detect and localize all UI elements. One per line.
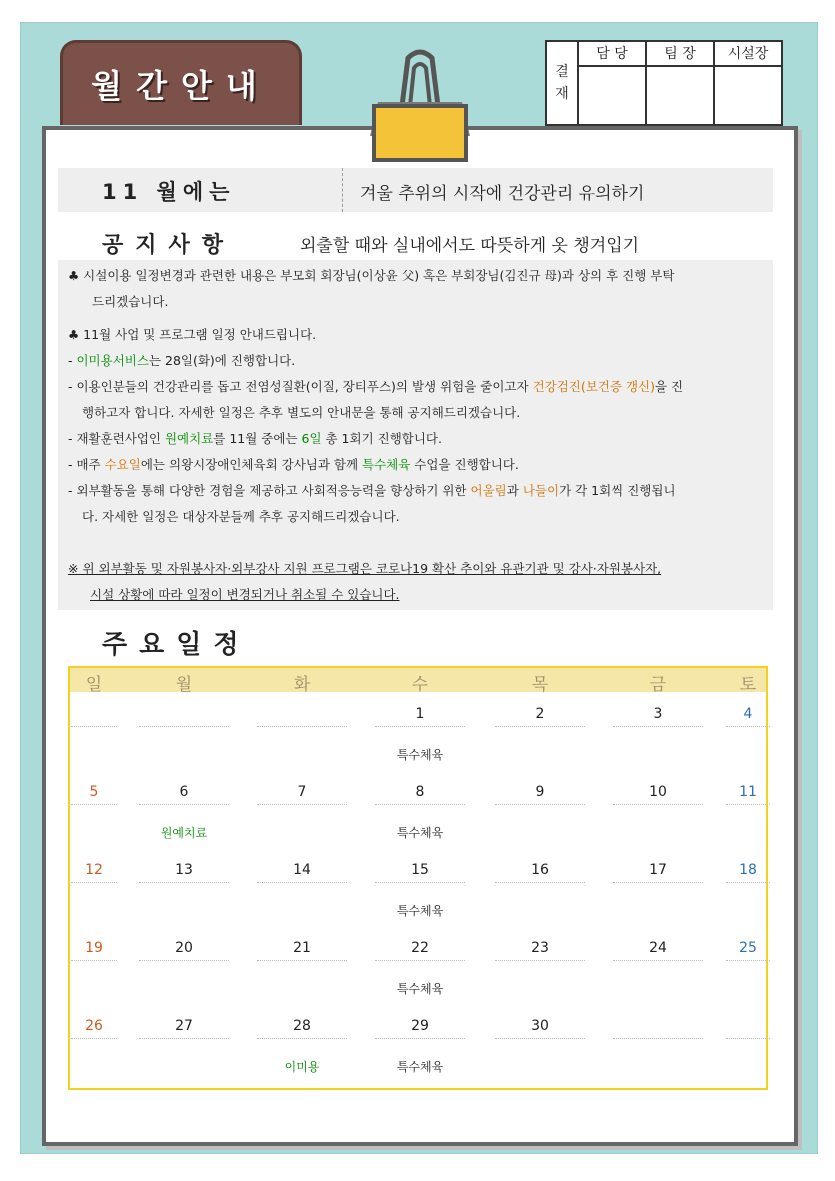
day-cell-line [495, 882, 585, 883]
day-cell-line [71, 1038, 117, 1039]
approval-col-staff: 담 당 [578, 41, 646, 66]
day-number[interactable]: 3 [653, 706, 663, 722]
day-number[interactable]: 22 [411, 940, 429, 956]
day-number[interactable]: 15 [411, 862, 429, 878]
day-number[interactable]: 23 [531, 940, 549, 956]
month-theme-text: 겨울 추위의 시작에 건강관리 유의하기 [360, 184, 645, 204]
notice-line: ♣ 시설이용 일정변경과 관련한 내용은 부모회 회장님(이상윤 父) 혹은 부회장님(김진규 母)과 상의 후 진행 부탁 [68, 268, 675, 283]
day-number[interactable]: 5 [89, 784, 99, 800]
program-outing: - 외부활동을 통해 다양한 경험을 제공하고 사회적응능력을 향상하기 위한 어울림과 나들이가 각 1회씩 진행됩니 [68, 483, 676, 498]
day-cell-line [375, 882, 465, 883]
day-number[interactable]: 27 [175, 1018, 193, 1034]
day-cell-line [375, 960, 465, 961]
day-cell-line [257, 882, 347, 883]
day-cell-line [257, 726, 347, 727]
day-cell-line [726, 960, 770, 961]
day-cell-line [139, 882, 229, 883]
day-number[interactable]: 9 [535, 784, 545, 800]
day-number[interactable]: 19 [85, 940, 103, 956]
weekday-4: 목 [531, 675, 549, 695]
weekday-0: 일 [85, 675, 103, 695]
day-number[interactable]: 24 [649, 940, 667, 956]
notice-heading-text: 외출할 때와 실내에서도 따뜻하게 옷 챙겨입기 [300, 236, 640, 256]
day-number[interactable]: 18 [739, 862, 757, 878]
day-cell-line [613, 960, 703, 961]
program-haircut: - 이미용서비스는 28일(화)에 진행합니다. [68, 353, 296, 368]
notice-item-2 [68, 322, 763, 348]
day-cell-line [613, 726, 703, 727]
day-cell-line [495, 726, 585, 727]
notice-item-1 [68, 263, 763, 315]
day-cell-line [139, 960, 229, 961]
notice-heading: 공지사항 [102, 233, 236, 258]
notice-panel [58, 260, 773, 610]
divider [342, 168, 343, 212]
day-cell-line [613, 882, 703, 883]
day-cell-line [495, 1038, 585, 1039]
weekday-5: 금 [649, 675, 667, 695]
day-cell-line [71, 960, 117, 961]
day-number[interactable]: 6 [179, 784, 189, 800]
day-cell-line [71, 804, 117, 805]
notice-line: 행하고자 합니다. 자세한 일정은 추후 별도의 안내문을 통해 공지해드리겠습니다. [82, 405, 521, 420]
day-number[interactable]: 11 [739, 784, 757, 800]
warning-line: 시설 상황에 따라 일정이 변경되거나 취소될 수 있습니다. [90, 587, 400, 602]
day-number[interactable]: 10 [649, 784, 667, 800]
day-cell-line [495, 960, 585, 961]
day-cell-line [257, 1038, 347, 1039]
day-cell-line [726, 882, 770, 883]
approval-sign-director[interactable] [714, 66, 782, 125]
event-label[interactable]: 이미용 [284, 1060, 320, 1074]
notice-line: 다. 자세한 일정은 대상자분들께 추후 공지해드리겠습니다. [82, 509, 400, 524]
notice-line: ♣ 11월 사업 및 프로그램 일정 안내드립니다. [68, 327, 317, 342]
weekday-6: 토 [739, 675, 757, 695]
day-number[interactable]: 30 [531, 1018, 549, 1034]
day-number[interactable]: 16 [531, 862, 549, 878]
day-cell-line [726, 1038, 770, 1039]
warning-line: ※ 위 외부활동 및 자원봉사자·외부강사 지원 프로그램은 코로나19 확산 추이와 유관기관 및 강사·자원봉사자, [68, 561, 662, 576]
weekday-2: 화 [293, 675, 311, 695]
title-tab [60, 40, 302, 125]
day-number[interactable]: 29 [411, 1018, 429, 1034]
program-list [68, 348, 763, 530]
day-number[interactable]: 8 [415, 784, 425, 800]
approval-col-team-lead: 팀 장 [646, 41, 714, 66]
month-theme-band [58, 168, 773, 212]
day-number[interactable]: 26 [85, 1018, 103, 1034]
day-cell-line [257, 960, 347, 961]
day-number[interactable]: 14 [293, 862, 311, 878]
schedule-title: 주요일정 [102, 630, 251, 660]
day-number[interactable]: 1 [415, 706, 425, 722]
day-cell-line [139, 804, 229, 805]
event-label[interactable]: 특수체육 [396, 1060, 444, 1074]
weekday-1: 월 [175, 675, 193, 695]
day-number[interactable]: 2 [535, 706, 545, 722]
event-label[interactable]: 특수체육 [396, 982, 444, 996]
day-number[interactable]: 20 [175, 940, 193, 956]
day-number[interactable]: 25 [739, 940, 757, 956]
month-label: 11 월에는 [102, 180, 236, 204]
day-cell-line [375, 726, 465, 727]
event-label[interactable]: 특수체육 [396, 904, 444, 918]
day-cell-line [726, 726, 770, 727]
day-cell-line [375, 1038, 465, 1039]
day-cell-line [613, 1038, 703, 1039]
day-cell-line [613, 804, 703, 805]
day-number[interactable]: 12 [85, 862, 103, 878]
approval-box [545, 40, 783, 126]
day-cell-line [257, 804, 347, 805]
day-number[interactable]: 21 [293, 940, 311, 956]
day-number[interactable]: 4 [743, 706, 753, 722]
day-cell-line [139, 1038, 229, 1039]
day-cell-line [71, 882, 117, 883]
program-gardening: - 재활훈련사업인 원예치료를 11월 중에는 6일 총 1회기 진행합니다. [68, 431, 442, 446]
calendar-header [70, 668, 766, 695]
warning-note [68, 556, 763, 608]
event-label[interactable]: 특수체육 [396, 826, 444, 840]
event-label[interactable]: 특수체육 [396, 748, 444, 762]
day-number[interactable]: 28 [293, 1018, 311, 1034]
page-title: 월간안내 [91, 67, 271, 105]
day-cell-line [726, 804, 770, 805]
day-cell-line [139, 726, 229, 727]
calendar [68, 666, 768, 1090]
day-number[interactable]: 17 [649, 862, 667, 878]
approval-label: 결 재 [546, 41, 578, 125]
binder-clip-icon [368, 44, 472, 164]
day-cell-line [375, 804, 465, 805]
event-label[interactable]: 원예치료 [160, 826, 208, 840]
weekday-3: 수 [411, 675, 429, 695]
day-cell-line [71, 726, 117, 727]
day-number[interactable]: 13 [175, 862, 193, 878]
approval-sign-staff[interactable] [578, 66, 646, 125]
program-pe: - 매주 수요일에는 의왕시장애인체육회 강사님과 함께 특수체육 수업을 진행합니다. [68, 457, 519, 472]
approval-col-director: 시설장 [714, 41, 782, 66]
approval-sign-team-lead[interactable] [646, 66, 714, 125]
day-number[interactable]: 7 [297, 784, 307, 800]
day-cell-line [495, 804, 585, 805]
program-checkup: - 이용인분들의 건강관리를 돕고 전염성질환(이질, 장티푸스)의 발생 위험을 줄이고자 건강검진(보건증 갱신)을 진 [68, 379, 684, 394]
notice-line: 드리겠습니다. [92, 294, 169, 309]
